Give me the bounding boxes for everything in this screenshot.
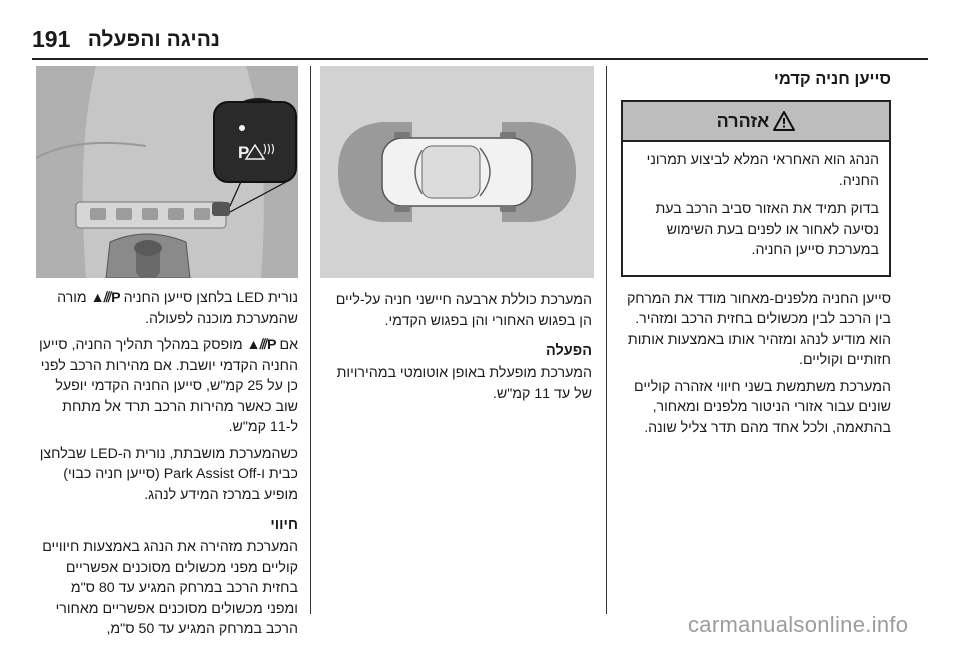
interrupt-paragraph	[36, 335, 298, 438]
button-p-label: P	[238, 143, 250, 162]
warning-body	[623, 142, 889, 275]
page-header	[0, 0, 960, 62]
disabled-paragraph: כשהמערכת מושבתת, נורית ה-LED שבלחצן כבית ו-Park Assist Off (סייען חניה כבוי) מופיע במרכז המידע לנהג.	[39, 445, 298, 503]
warning-text-2: בדוק תמיד את האזור סביב הרכב בעת נסיעה לאחור או לפנים בעת השימוש במערכת סייען החניה.	[655, 201, 879, 258]
led-text-end: מורה שהמערכת מוכנה לפעולה.	[57, 290, 298, 327]
led-text-start: נורית LED בלחצן סייען החניה	[123, 290, 298, 306]
watermark: carmanualsonline.info	[688, 612, 909, 637]
car-top-view	[382, 132, 532, 212]
section-title: סייען חניה קדמי	[773, 70, 891, 88]
warning-triangle-icon	[773, 111, 795, 131]
led-paragraph	[36, 288, 298, 329]
body-paragraph-2: המערכת משתמשת בשני חיווי אזהרה קוליים שונים עבור אזורי הניטור מלפנים ומאחור, בהתאמה, ולכל אחד מהם תדר צליל שונה.	[634, 378, 891, 436]
body-paragraph-1: סייען החניה מלפנים-מאחור מודד את המרחק בין הרכב לבין מכשולים בחזית הרכב ומזהיר. הוא מודיע לנהג ומזהיר אותו באמצעות אותות חזותיים וקוליים.	[626, 290, 891, 368]
warning-box	[621, 100, 891, 277]
warning-header	[623, 102, 889, 142]
activation-heading: הפעלה	[545, 343, 592, 359]
column-divider-right	[606, 66, 607, 614]
warning-text-1: הנהג הוא האחראי המלא לביצוע תמרוני החניה.	[646, 152, 879, 189]
header-divider	[32, 58, 928, 60]
middle-column	[320, 290, 592, 410]
indication-text: המערכת מזהירה את הנהג באמצעות חיוויים קוליים מפני מכשולים מסוכנים אפשריים בחזית הרכב במרחק המגיע עד 80 ס"מ ומפני מכשולים מסוכנים אפשריים מאחורי הרכב במרחק המגיע עד 50 ס"מ,	[42, 539, 298, 637]
activation-text: המערכת מופעלת באופן אוטומטי במהירויות של עד 11 קמ"ש.	[336, 365, 592, 402]
interrupt-text-end: מופסק במהלך תהליך החניה, סייען החניה הקדמי יושבת. אם מהירות הרכב לפני כן על 25 קמ"ש, סייען החניה הקדמי יופעל שוב כאשר מהירות הרכב תרד אל מתחת ל-11 קמ"ש.	[38, 337, 298, 435]
console-photo-svg	[36, 66, 298, 278]
warning-label: אזהרה	[716, 110, 770, 131]
parking-sensors-diagram	[320, 66, 594, 278]
sensors-paragraph: המערכת כוללת ארבעה חיישני חניה על-ליים הן בפגוש האחורי והן בפגוש הקדמי.	[335, 292, 592, 329]
park-assist-icon: P⫻▲	[246, 337, 276, 353]
column-divider-left	[310, 66, 311, 614]
left-column	[36, 288, 298, 646]
page-title: נהיגה והפעלה	[87, 28, 220, 51]
right-column	[621, 66, 891, 444]
park-assist-icon: P⫻▲	[90, 290, 120, 306]
console-button-photo	[36, 66, 298, 278]
sensor-diagram-svg	[320, 66, 594, 278]
interrupt-text-start: אם	[279, 337, 298, 353]
indication-heading: חיווי	[270, 517, 298, 533]
page-number: 191	[32, 26, 71, 52]
